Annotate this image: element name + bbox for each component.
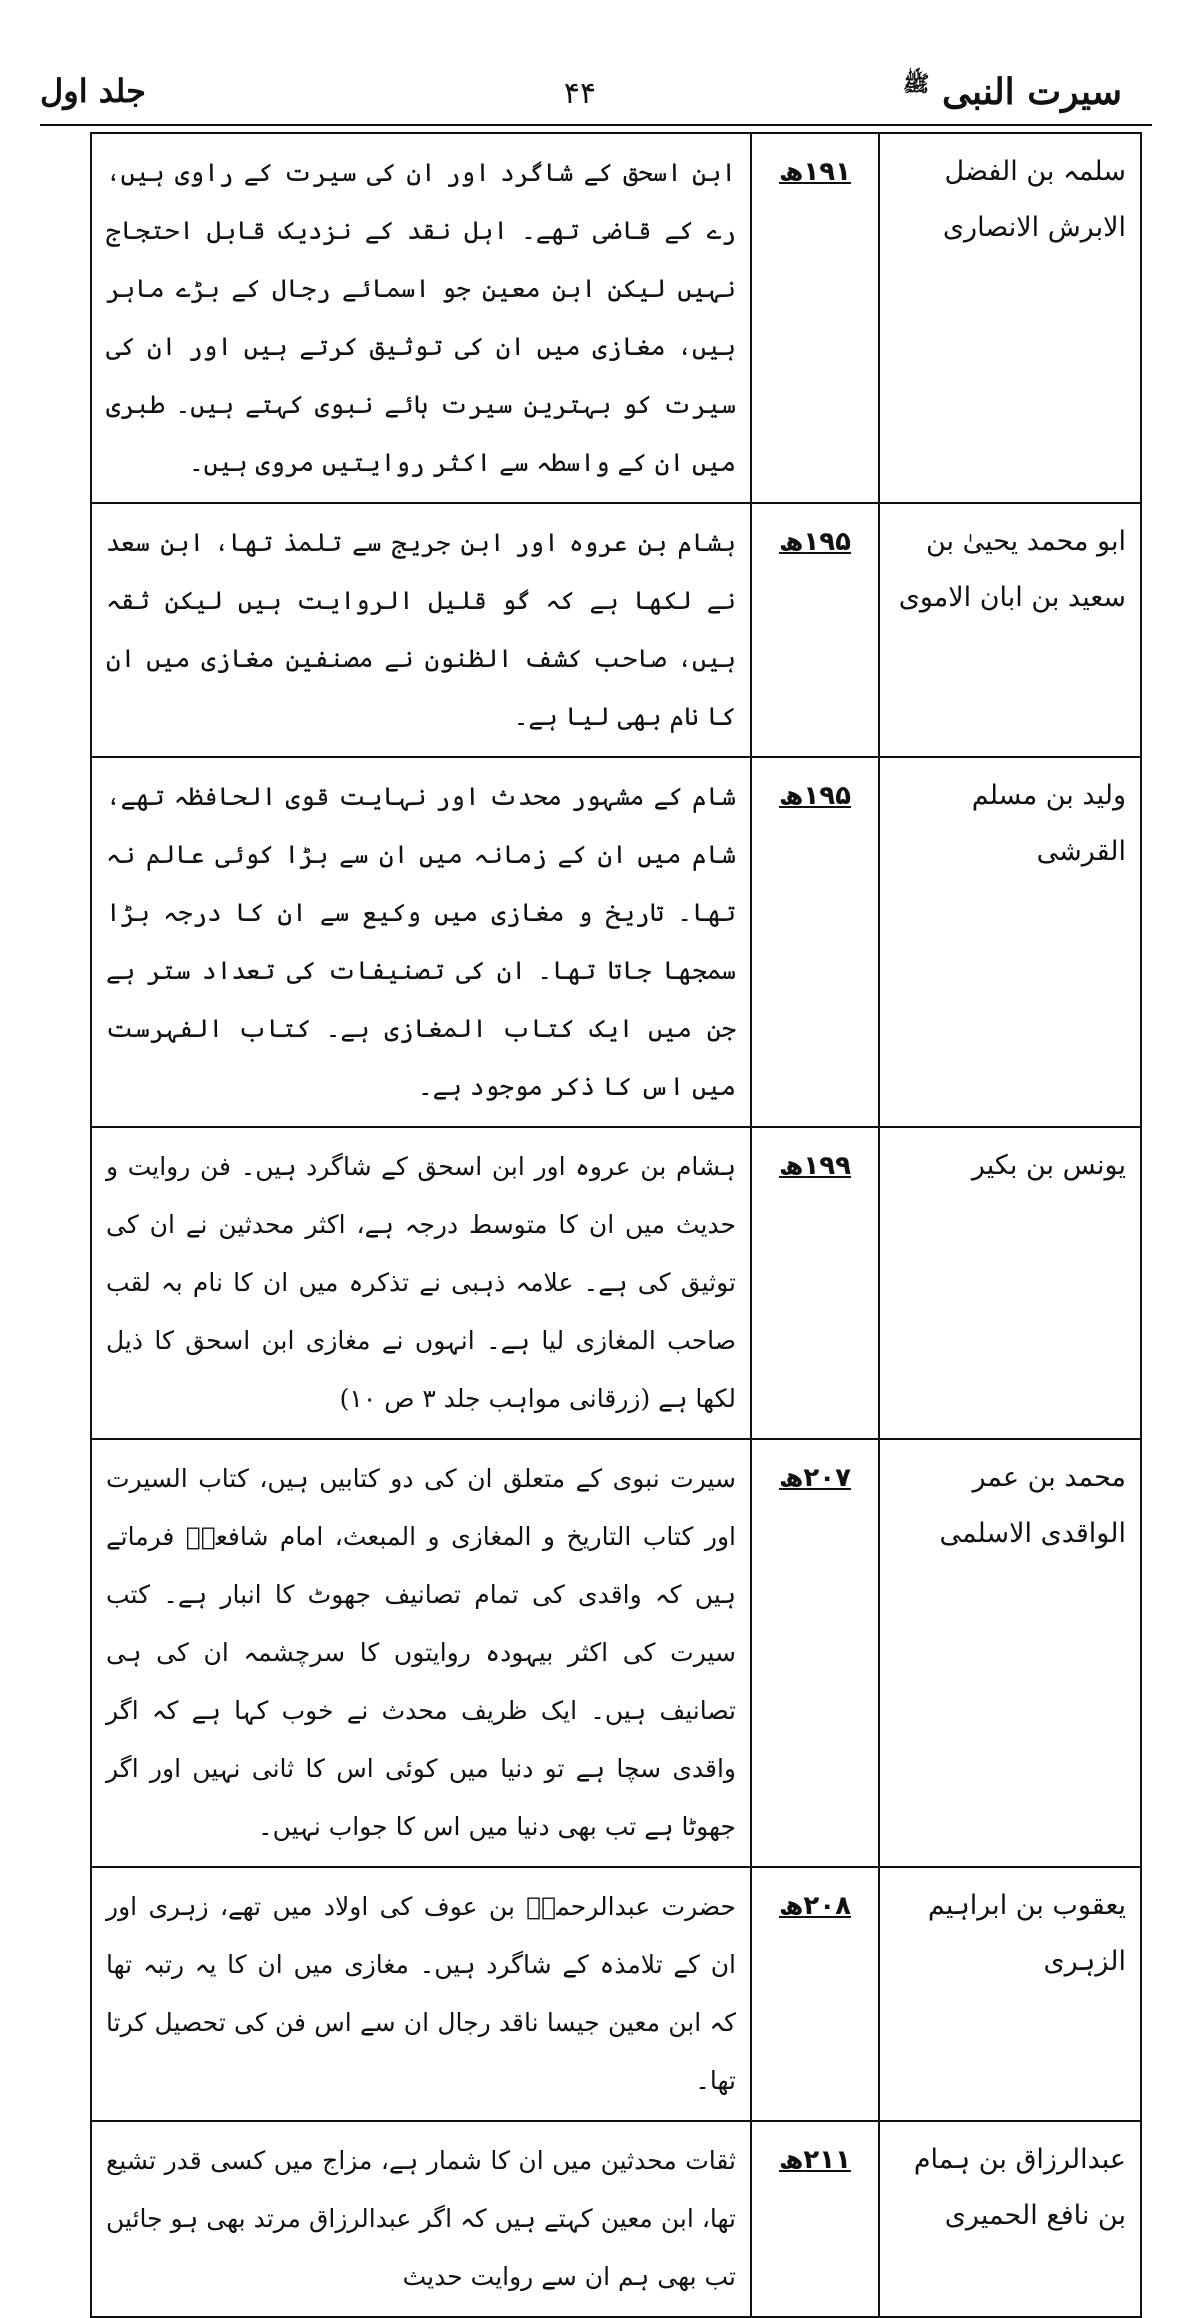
- narrator-name: عبدالرزاق بن ہمام بن نافع الحمیری: [879, 2121, 1141, 2317]
- table-row: [91, 757, 1141, 1127]
- book-title: [903, 70, 1122, 113]
- death-year: ۲۱۱ھ: [751, 2121, 879, 2317]
- table-row: [91, 2121, 1141, 2317]
- page-number: ۴۴: [563, 76, 597, 111]
- narrator-description: حضرت عبدالرحمنؓ بن عوف کی اولاد میں تھے، زہری اور ان کے تلامذہ کے شاگرد ہیں۔ مغازی میں ان کا یہ رتبہ تھا کہ ابن معین جیسا ناقد رجال ان سے اس فن کی تحصیل کرتا تھا۔: [91, 1867, 751, 2121]
- death-year: ۱۹۵ھ: [751, 757, 879, 1127]
- salutation-glyph: ﷺ: [902, 71, 930, 97]
- table-row: [91, 1127, 1141, 1439]
- table-row: [91, 503, 1141, 757]
- narrator-description: سیرت نبوی کے متعلق ان کی دو کتابیں ہیں، کتاب السیرت اور کتاب التاریخ و المغازی و المبعث، امام شافعیؒ فرماتے ہیں کہ واقدی کی تمام تصانیف جھوٹ کا انبار ہے۔ کتب سیرت کی اکثر بیہودہ روایتوں کا سرچشمہ ان کی ہی تصانیف ہیں۔ ایک ظریف محدث نے خوب کہا ہے کہ اگر واقدی سچا ہے تو دنیا میں کوئی اس کا ثانی نہیں اور اگر جھوٹا ہے تب بھی دنیا میں اس کا جواب نہیں۔: [91, 1439, 751, 1867]
- narrator-description: ابن اسحق کے شاگرد اور ان کی سیرت کے راوی ہیں، رے کے قاضی تھے۔ اہل نقد کے نزدیک قابل احتجاج نہیں لیکن ابن معین جو اسمائے رجال کے بڑے ماہر ہیں، مغازی میں ان کی توثیق کرتے ہیں اور ان کی سیرت کو بہترین سیرت ہائے نبوی کہتے ہیں۔ طبری میں ان کے واسطہ سے اکثر روایتیں مروی ہیں۔: [91, 133, 751, 503]
- narrator-name: یونس بن بکیر: [879, 1127, 1141, 1439]
- narrator-name: ابو محمد یحییٰ بن سعید بن ابان الاموی: [879, 503, 1141, 757]
- narrators-table: [90, 132, 1142, 2318]
- death-year: ۱۹۵ھ: [751, 503, 879, 757]
- table-row: [91, 133, 1141, 503]
- narrator-description: ہشام بن عروہ اور ابن جریج سے تلمذ تھا، ابن سعد نے لکھا ہے کہ گو قلیل الروایت ہیں لیکن ثقہ ہیں، صاحب کشف الظنون نے مصنفین مغازی میں ان کا نام بھی لیا ہے۔: [91, 503, 751, 757]
- narrator-name: سلمہ بن الفضل الابرش الانصاری: [879, 133, 1141, 503]
- death-year: ۲۰۸ھ: [751, 1867, 879, 2121]
- narrator-description: ہشام بن عروہ اور ابن اسحق کے شاگرد ہیں۔ فن روایت و حدیث میں ان کا متوسط درجہ ہے، اکثر محدثین نے ان کی توثیق کی ہے۔ علامہ ذہبی نے تذکرہ میں ان کا نام بہ لقب صاحب المغازی لیا ہے۔ انہوں نے مغازی ابن اسحق کا ذیل لکھا ہے (زرقانی مواہب جلد ۳ ص ۱۰): [91, 1127, 751, 1439]
- narrator-description: شام کے مشہور محدث اور نہایت قوی الحافظہ تھے، شام میں ان کے زمانہ میں ان سے بڑا کوئی عالم نہ تھا۔ تاریخ و مغازی میں وکیع سے ان کا درجہ بڑا سمجھا جاتا تھا۔ ان کی تصنیفات کی تعداد ستر ہے جن میں ایک کتاب المغازی ہے۔ کتاب الفہرست میں اس کا ذکر موجود ہے۔: [91, 757, 751, 1127]
- death-year: ۱۹۹ھ: [751, 1127, 879, 1439]
- table-row: [91, 1439, 1141, 1867]
- death-year: ۲۰۷ھ: [751, 1439, 879, 1867]
- book-title-text: سیرت النبی: [941, 71, 1122, 113]
- volume-label: جلد اول: [40, 72, 146, 110]
- narrator-description: ثقات محدثین میں ان کا شمار ہے، مزاج میں کسی قدر تشیع تھا، ابن معین کہتے ہیں کہ اگر عبدالرزاق مرتد بھی ہو جائیں تب بھی ہم ان سے روایت حدیث: [91, 2121, 751, 2317]
- narrator-name: محمد بن عمر الواقدی الاسلمی: [879, 1439, 1141, 1867]
- table-row: [91, 1867, 1141, 2121]
- page-header: [40, 62, 1152, 122]
- death-year: ۱۹۱ھ: [751, 133, 879, 503]
- narrator-name: ولید بن مسلم القرشی: [879, 757, 1141, 1127]
- narrator-name: یعقوب بن ابراہیم الزہری: [879, 1867, 1141, 2121]
- header-divider: [40, 124, 1152, 126]
